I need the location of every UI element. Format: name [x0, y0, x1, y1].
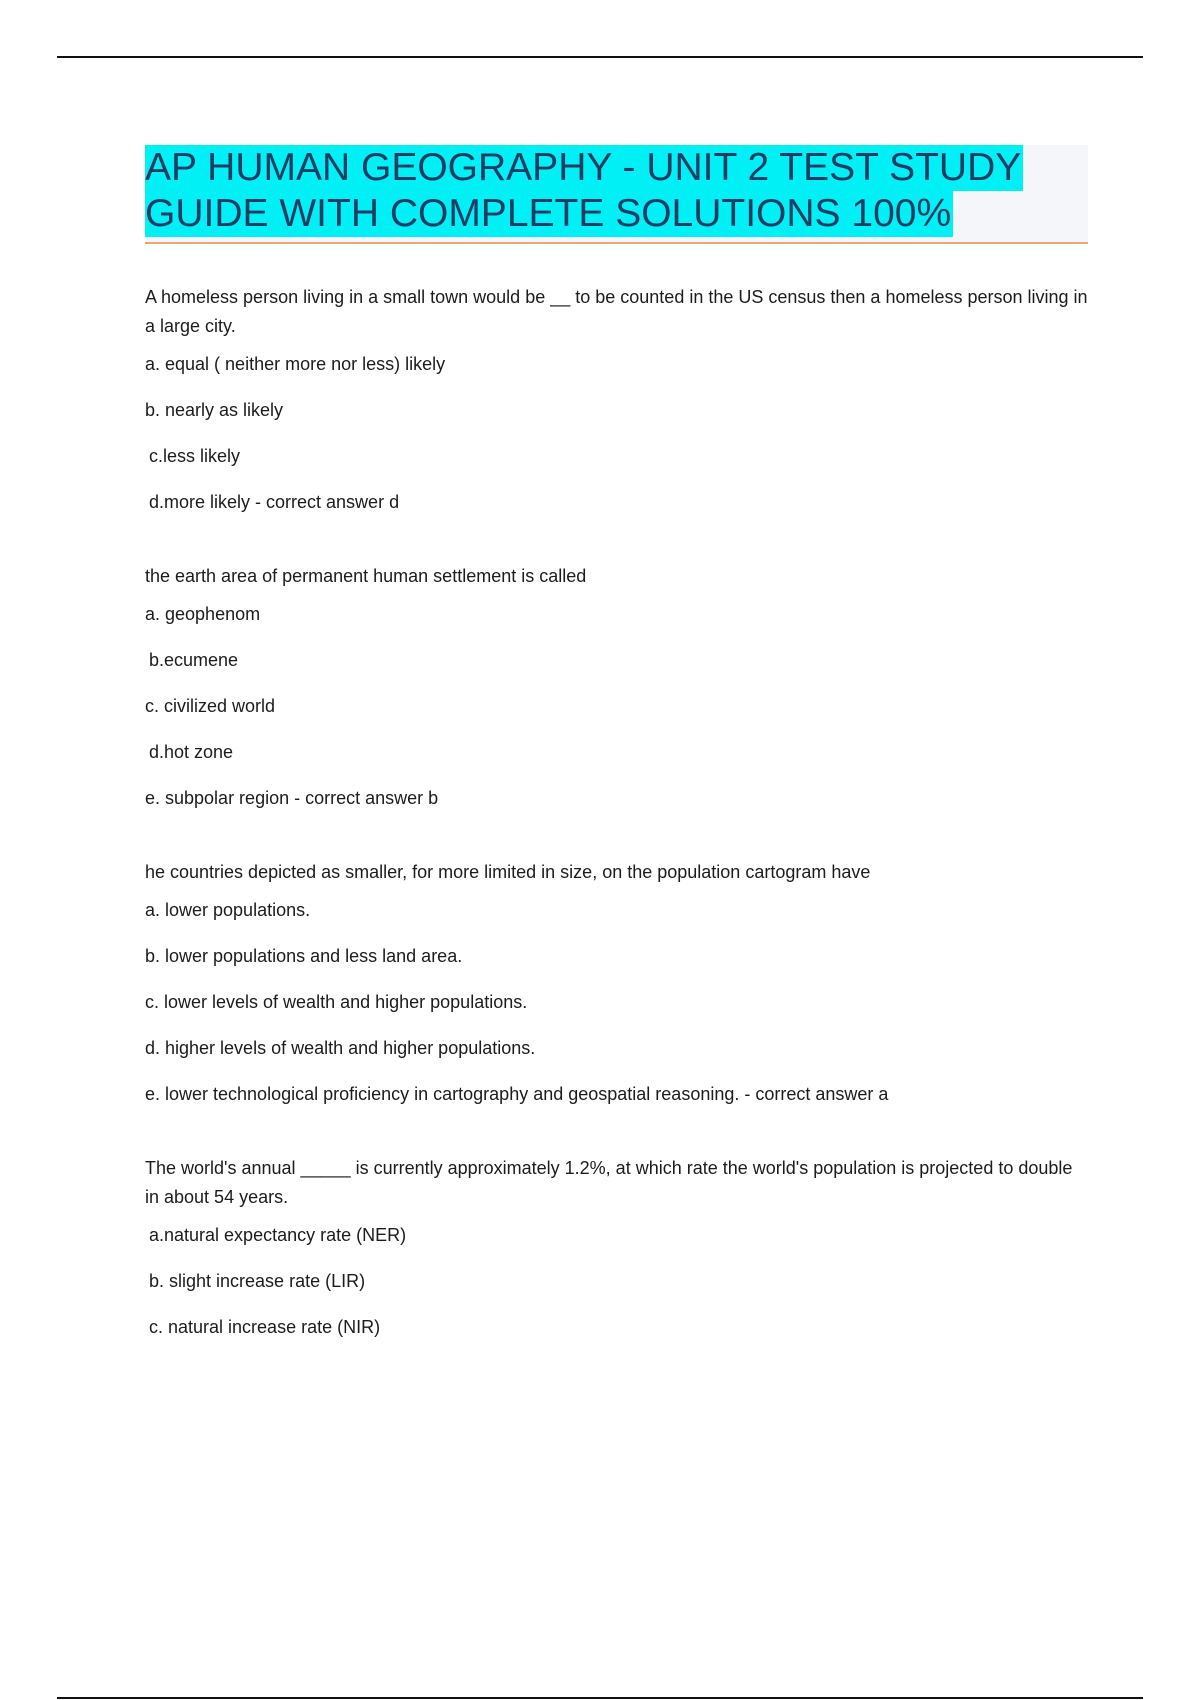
title-block — [145, 145, 1088, 244]
answer-option: d.more likely - correct answer d — [149, 492, 400, 512]
question-text: The world's annual _____ is currently approximately 1.2%, at which rate the world's population is projected to double in about 54 years. — [145, 1158, 1073, 1207]
answer-option: a. equal ( neither more nor less) likely — [145, 354, 446, 374]
answer-option: c. natural increase rate (NIR) — [149, 1317, 381, 1337]
answer-option: e. subpolar region - correct answer b — [145, 788, 439, 808]
question-block — [145, 283, 1090, 517]
answer-option: b. lower populations and less land area. — [145, 946, 463, 966]
document-title — [145, 145, 1088, 237]
question-text: A homeless person living in a small town would be __ to be counted in the US census then a homeless person living in a large city. — [145, 287, 1088, 336]
question-block — [145, 858, 1090, 1109]
answer-option: c. lower levels of wealth and higher populations. — [145, 992, 528, 1012]
answer-option: a.natural expectancy rate (NER) — [149, 1225, 407, 1245]
answer-option: e. lower technological proficiency in cartography and geospatial reasoning. - correct answer a — [145, 1084, 889, 1104]
question-list — [145, 283, 1090, 1359]
question-block — [145, 1154, 1090, 1342]
document-title-line-2: GUIDE WITH COMPLETE SOLUTIONS 100% — [145, 192, 952, 235]
footer-rule — [57, 1697, 1143, 1699]
question-text: he countries depicted as smaller, for more limited in size, on the population cartogram have — [145, 862, 871, 882]
answer-option: b. slight increase rate (LIR) — [149, 1271, 366, 1291]
document-title-line-1: AP HUMAN GEOGRAPHY - UNIT 2 TEST STUDY — [145, 146, 1022, 189]
answer-option: a. geophenom — [145, 604, 261, 624]
answer-option: b. nearly as likely — [145, 400, 284, 420]
answer-option: d. higher levels of wealth and higher populations. — [145, 1038, 536, 1058]
answer-option: a. lower populations. — [145, 900, 311, 920]
answer-option: c.less likely — [149, 446, 241, 466]
question-text: the earth area of permanent human settlement is called — [145, 566, 587, 586]
header-rule — [57, 56, 1143, 58]
answer-option: c. civilized world — [145, 696, 276, 716]
question-block — [145, 562, 1090, 813]
answer-option: d.hot zone — [149, 742, 234, 762]
answer-option: b.ecumene — [149, 650, 239, 670]
